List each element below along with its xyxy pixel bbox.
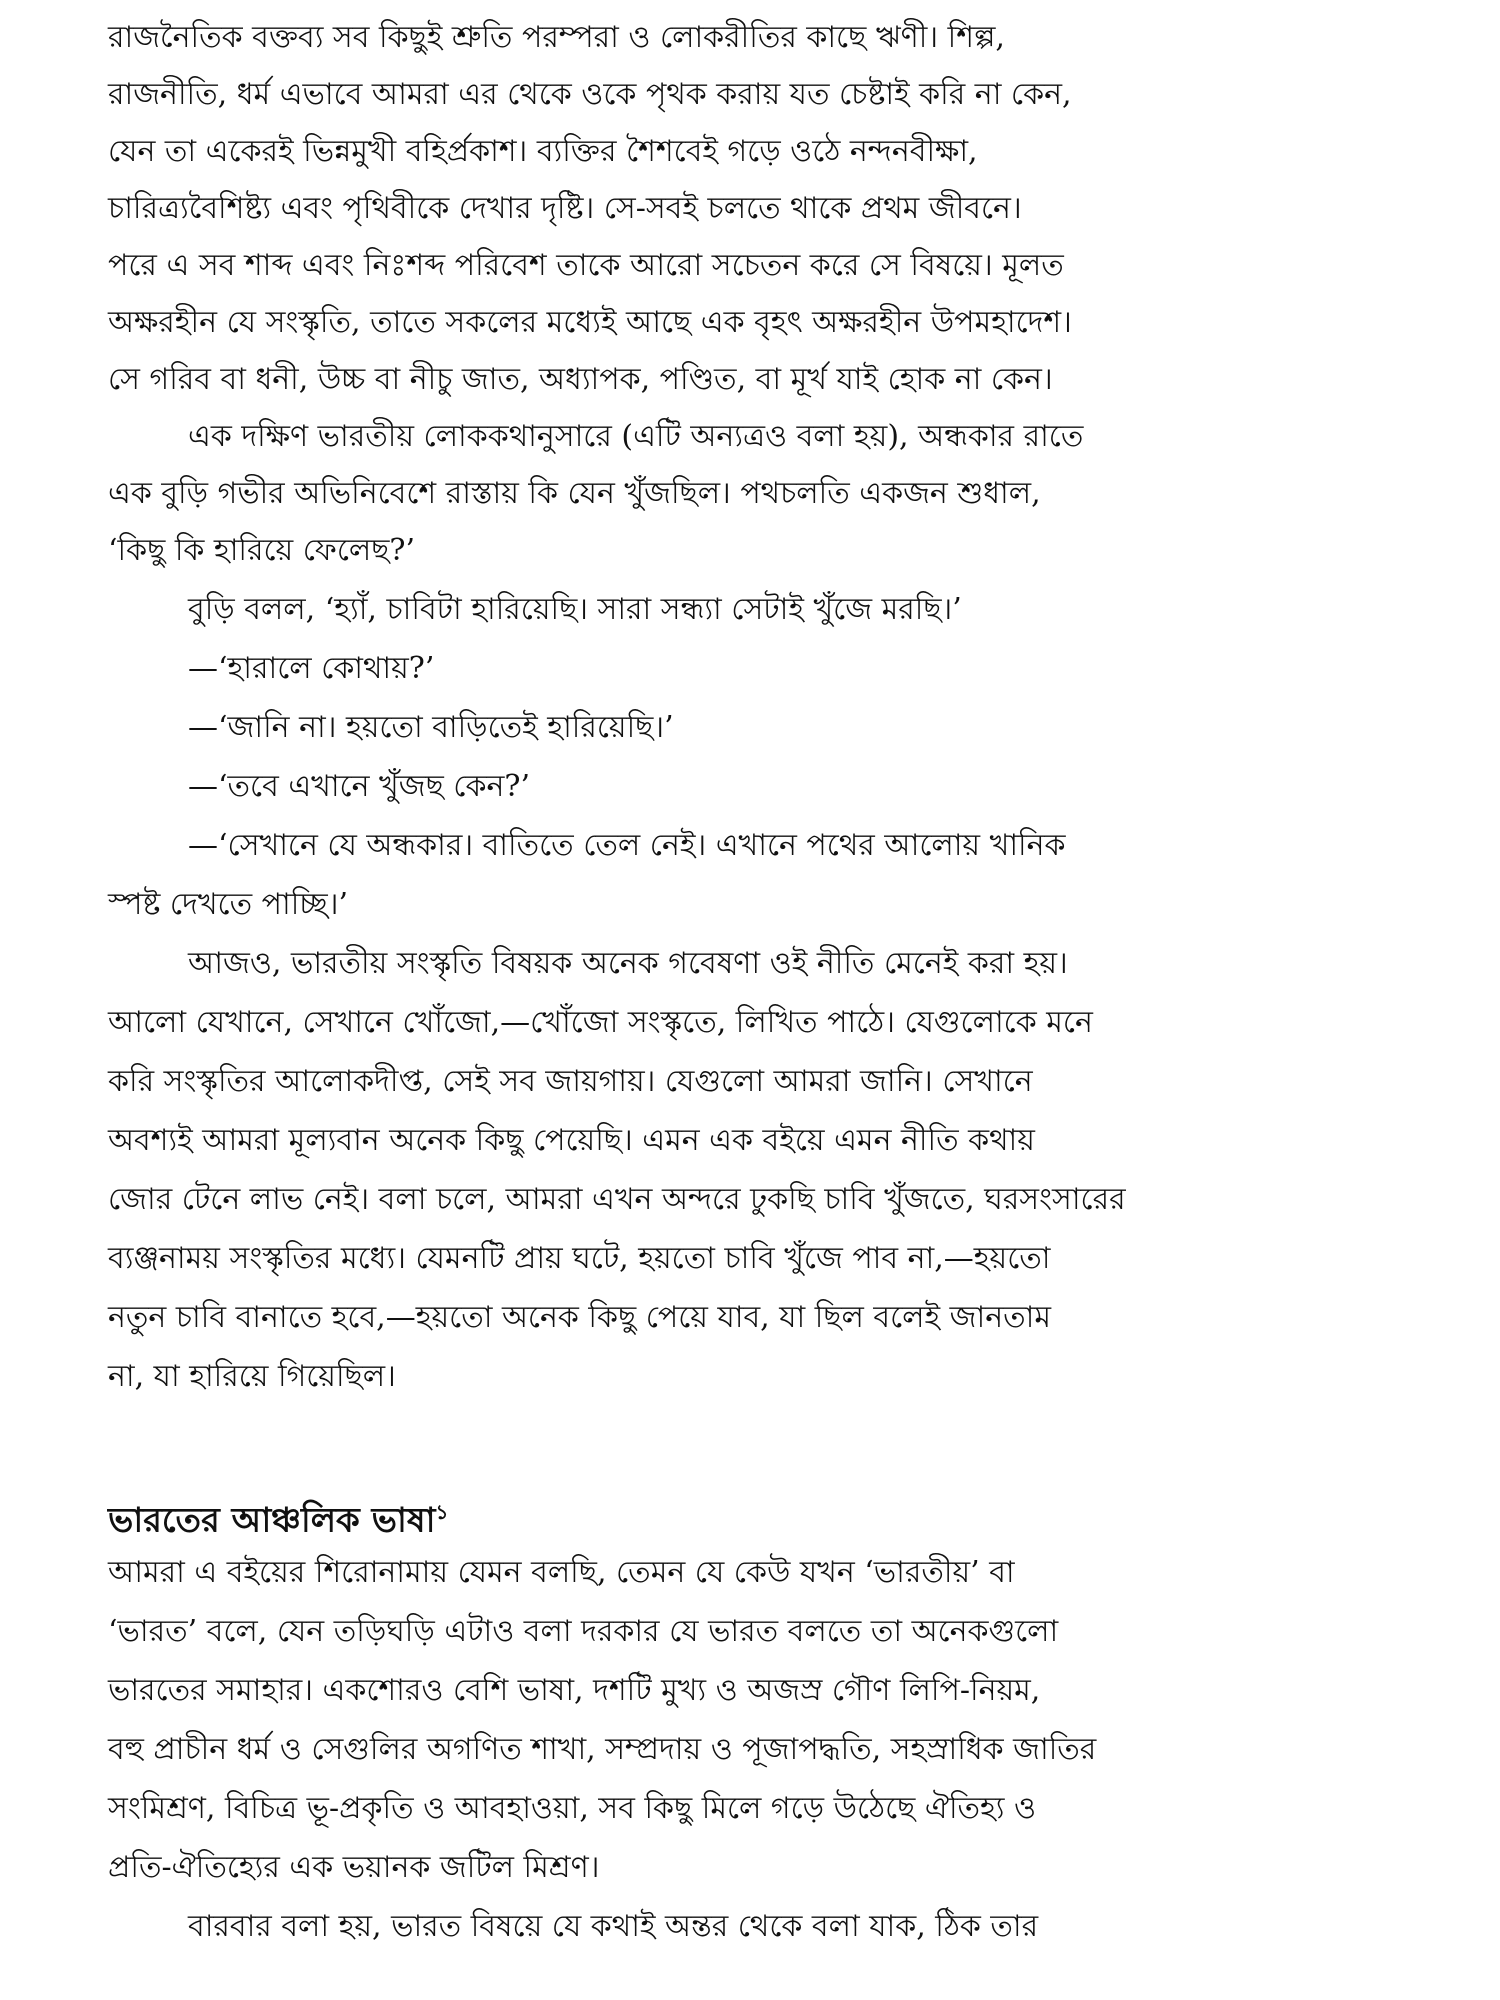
line-text: স্পষ্ট দেখতে পাচ্ছি।’ <box>108 887 348 922</box>
body-line <box>0 1545 1500 1601</box>
dialogue-line <box>0 582 1500 638</box>
body-line <box>0 1781 1500 1837</box>
body-line <box>0 1172 1500 1228</box>
line-text: সংমিশ্রণ, বিচিত্র ভূ-প্রকৃতি ও আবহাওয়া, সব কিছু মিলে গড়ে উঠেছে ঐতিহ্য ও <box>108 1791 1037 1826</box>
body-line <box>0 238 1500 294</box>
body-line <box>0 409 1500 465</box>
dialogue-line <box>0 641 1500 697</box>
body-line <box>0 124 1500 180</box>
line-text: বুড়ি বলল, ‘হ্যাঁ, চাবিটা হারিয়েছি। সারা সন্ধ্যা সেটাই খুঁজে মরছি।’ <box>188 592 962 627</box>
body-line <box>0 1604 1500 1660</box>
body-line <box>0 523 1500 579</box>
line-text: ‘ভারত’ বলে, যেন তড়িঘড়ি এটাও বলা দরকার যে ভারত বলতে তা অনেকগুলো <box>108 1614 1059 1649</box>
line-text: জোর টেনে লাভ নেই। বলা চলে, আমরা এখন অন্দরে ঢুকছি চাবি খুঁজতে, ঘরসংসারের <box>108 1182 1126 1217</box>
line-text: ভারতের সমাহার। একশোরও বেশি ভাষা, দশটি মুখ্য ও অজস্র গৌণ লিপি-নিয়ম, <box>108 1673 1041 1708</box>
line-text: এক দক্ষিণ ভারতীয় লোককথানুসারে (এটি অন্যত্রও বলা হয়), অন্ধকার রাতে <box>188 419 1084 454</box>
line-text: ব্যঞ্জনাময় সংস্কৃতির মধ্যে। যেমনটি প্রায় ঘটে, হয়তো চাবি খুঁজে পাব না,—হয়তো <box>108 1241 1051 1276</box>
dialogue-line <box>0 759 1500 815</box>
line-text: আজও, ভারতীয় সংস্কৃতি বিষয়ক অনেক গবেষণা ওই নীতি মেনেই করা হয়। <box>188 946 1068 981</box>
line-text: —‘তবে এখানে খুঁজছ কেন?’ <box>188 769 530 804</box>
line-text: এক বুড়ি গভীর অভিনিবেশে রাস্তায় কি যেন খুঁজছিল। পথচলতি একজন শুধাল, <box>108 476 1041 511</box>
line-text: যেন তা একেরই ভিন্নমুখী বহির্প্রকাশ। ব্যক্তির শৈশবেই গড়ে ওঠে নন্দনবীক্ষা, <box>108 134 978 169</box>
body-line <box>0 1840 1500 1896</box>
body-line <box>0 295 1500 351</box>
body-line <box>0 1054 1500 1110</box>
dialogue-line <box>0 818 1500 874</box>
line-text: সে গরিব বা ধনী, উচ্চ বা নীচু জাত, অধ্যাপক, পণ্ডিত, বা মূর্খ যাই হোক না কেন। <box>108 362 1053 397</box>
line-text: নতুন চাবি বানাতে হবে,—হয়তো অনেক কিছু পেয়ে যাব, যা ছিল বলেই জানতাম <box>108 1300 1051 1335</box>
body-line <box>0 352 1500 408</box>
body-line <box>0 67 1500 123</box>
body-line <box>0 1663 1500 1719</box>
body-line <box>0 995 1500 1051</box>
line-text: অক্ষরহীন যে সংস্কৃতি, তাতে সকলের মধ্যেই আছে এক বৃহৎ অক্ষরহীন উপমহাদেশ। <box>108 305 1072 340</box>
line-text: চারিত্র্যবৈশিষ্ট্য এবং পৃথিবীকে দেখার দৃষ্টি। সে-সবই চলতে থাকে প্রথম জীবনে। <box>108 191 1022 226</box>
body-line <box>0 1290 1500 1346</box>
body-line <box>0 1231 1500 1287</box>
heading-text: ভারতের আঞ্চলিক ভাষা <box>108 1500 436 1541</box>
line-text: রাজনীতি, ধর্ম এভাবে আমরা এর থেকে ওকে পৃথক করায় যত চেষ্টাই করি না কেন, <box>108 77 1072 112</box>
line-text: বহু প্রাচীন ধর্ম ও সেগুলির অগণিত শাখা, সম্প্রদায় ও পূজাপদ্ধতি, সহস্রাধিক জাতির <box>108 1732 1097 1767</box>
body-line <box>0 10 1500 66</box>
line-text: ‘কিছু কি হারিয়ে ফেলেছ?’ <box>108 533 416 568</box>
line-text: —‘সেখানে যে অন্ধকার। বাতিতে তেল নেই। এখানে পথের আলোয় খানিক <box>188 828 1066 863</box>
body-line <box>0 936 1500 992</box>
body-line <box>0 466 1500 522</box>
body-line <box>0 1349 1500 1405</box>
body-line <box>0 181 1500 237</box>
footnote-marker: ১ <box>435 1500 449 1524</box>
line-text: আমরা এ বইয়ের শিরোনামায় যেমন বলছি, তেমন যে কেউ যখন ‘ভারতীয়’ বা <box>108 1555 1015 1590</box>
section-heading <box>108 1482 808 1542</box>
line-text: প্রতি-ঐতিহ্যের এক ভয়ানক জটিল মিশ্রণ। <box>108 1850 600 1885</box>
line-text: আলো যেখানে, সেখানে খোঁজো,—খোঁজো সংস্কৃতে, লিখিত পাঠে। যেগুলোকে মনে <box>108 1005 1093 1040</box>
line-text: —‘হারালে কোথায়?’ <box>188 651 435 686</box>
body-line <box>0 1722 1500 1778</box>
line-text: —‘জানি না। হয়তো বাড়িতেই হারিয়েছি।’ <box>188 710 674 745</box>
line-text: অবশ্যই আমরা মূল্যবান অনেক কিছু পেয়েছি। এমন এক বইয়ে এমন নীতি কথায় <box>108 1123 1035 1158</box>
line-text: না, যা হারিয়ে গিয়েছিল। <box>108 1359 396 1394</box>
line-text: পরে এ সব শাব্দ এবং নিঃশব্দ পরিবেশ তাকে আরো সচেতন করে সে বিষয়ে। মূলত <box>108 248 1064 283</box>
dialogue-line <box>0 700 1500 756</box>
body-line <box>0 1899 1500 1955</box>
line-text: বারবার বলা হয়, ভারত বিষয়ে যে কথাই অন্তর থেকে বলা যাক, ঠিক তার <box>188 1909 1039 1944</box>
line-text: রাজনৈতিক বক্তব্য সব কিছুই শ্রুতি পরম্পরা ও লোকরীতির কাছে ঋণী। শিল্প, <box>108 20 1005 55</box>
line-text: করি সংস্কৃতির আলোকদীপ্ত, সেই সব জায়গায়। যেগুলো আমরা জানি। সেখানে <box>108 1064 1033 1099</box>
body-line <box>0 1113 1500 1169</box>
body-line <box>0 877 1500 933</box>
